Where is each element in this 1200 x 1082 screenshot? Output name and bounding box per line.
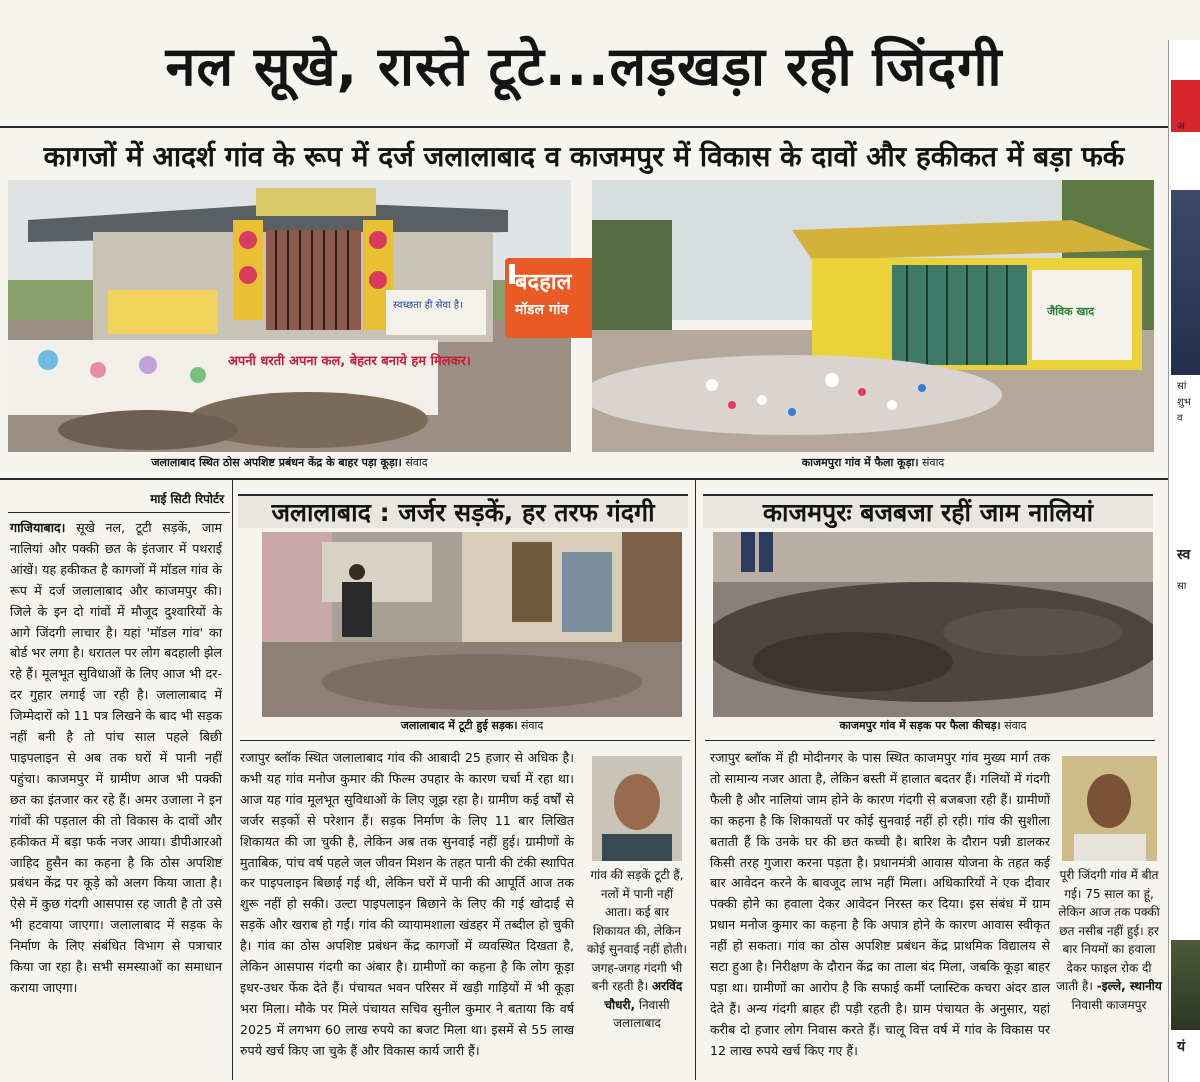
- quote-jalalabad-text: गांव की सड़कें टूटी हैं, नलों में पानी नहीं आता। कई बार शिकायत की, लेकिन कोई सुनवाई नहीं होती। जगह-जगह गंदगी भी बनी रहती है।: [586, 868, 688, 993]
- adjacent-image-2: [1171, 940, 1200, 1030]
- adjacent-frag-6: सा: [1177, 581, 1187, 592]
- quote-kazampur-name: -इल्ले, स्थानीय: [1096, 979, 1162, 993]
- left-column-body: सूखे नल, टूटी सड़कें, जाम नालियां और पक्की छत के इंतजार में पथराई आंखें। यह हकीकत है कागजों में मॉडल गांव के रूप में दर्ज जलालाबाद और काजमपुर की। जिले के इन दो गांवों में मौजूद दुश्वारियों के आगे जिंदगी लाचार है। यहां 'मॉडल गांव' का बोर्ड भर लगा है। धरातल पर लोग बदहाली झेल रहे हैं। मूलभूत सुविधाओं के लिए आज भी दर-दर गुहार लगाई जा रही है। जलालाबाद में जिम्मेदारों को 11 पत्र लिखने के बाद भी सड़क नहीं बनी है तो पांच साल पहले बिछी पाइपलाइन से अब तक घरों में पानी नहीं पहुंचा। काजमपुर में ग्रामीण आज भी पक्की छत का इंतजार कर रहे हैं। अमर उजाला ने इन गांवों की पड़ताल की तो विकास के दावों और हकीकत में बड़ा फर्क नजर आया। डीपीआरओ जाहिद हुसैन का कहना है कि ठोस अपशिष्ट प्रबंधन केंद्र पर कूड़े को अलग किया जाता है। ऐसे में कुछ गंदगी आसपास रह जाती है तो उसे भी हटवाया जाएगा। जलालाबाद में सड़क के निर्माण के लिए संबंधित विभाग से पत्राचार किया जा रहा है। सभी समस्याओं का समाधान कराया जाएगा।: [10, 520, 222, 995]
- byline-rule: [8, 512, 230, 513]
- kazampur-rule: [705, 740, 1155, 741]
- caption-kazampur-credit: संवाद: [1004, 719, 1027, 732]
- portrait-arvind-chaudhary: [592, 756, 682, 861]
- adjacent-frag-1: अ: [1177, 121, 1185, 132]
- kazampur-story: रजापुर ब्लॉक में ही मोदीनगर के पास स्थित काजमपुर गांव मुख्य मार्ग तक तो सामान्य नजर आता है, लेकिन बस्ती में हालात बदतर हैं। गलियों में गंदगी फैली है और नालियां जाम होने के कारण गंदगी से बजबजा रही हैं। ग्रामीणों का कहना है कि शिकायतों पर कोई सुनवाई नहीं हो रही। गांव की सुशीला बताती हैं कि उनके घर की छत कच्ची है। बारिश के दौरान पन्नी डालकर किसी तरह गुजारा करना पड़ता है। प्रधानमंत्री आवास योजना के तहत कई बार आवेदन करने के बावजूद लाभ नहीं मिला। अधिकारियों ने एक दीवार पक्की होने का हवाला देकर आवेदन निरस्त कर दिया। इस संबंध में ग्राम प्रधान मनोज कुमार का कहना है कि अपात्र होने के कारण आवास स्वीकृत नहीं हो सकता। गांव का ठोस अपशिष्ट प्रबंधन केंद्र प्राथमिक विद्यालय से सटा हुआ है। निरीक्षण के दौरान केंद्र का ताला बंद मिला, जबकि कूड़ा बाहर पड़ा था। ग्रामीणों का आरोप है कि सफाई कर्मी प्लास्टिक कचरा अंदर डाल देते हैं। अन्य गंदगी बाहर ही पड़ी रहती है। ग्राम पंचायत के अनुसार, यहां करीब दो हजार लोग निवास करते हैं। चालू वित्त वर्ष में गांव के विकास पर 12 लाख रुपये खर्च किए गए हैं।: [710, 750, 1050, 1058]
- subhead-kazampur: काजमपुरः बजबजा रहीं जाम नालियां: [703, 494, 1153, 528]
- byline: माई सिटी रिपोर्टर: [150, 492, 224, 506]
- caption-photo1: [8, 455, 571, 470]
- adjacent-red-block: [1171, 80, 1200, 132]
- photo-jalalabad-road: [262, 532, 682, 717]
- deck: कागजों में आदर्श गांव के रूप में दर्ज जलालाबाद व काजमपुर में विकास के दावों और हकीकत में बड़ा फर्क: [43, 140, 1125, 173]
- adjacent-frag-5: स्व: [1177, 547, 1191, 563]
- elderly-person-portrait-icon: [1062, 756, 1157, 861]
- caption-jalalabad-text: जलालाबाद में टूटी हुई सड़क।: [400, 719, 518, 732]
- quote-kazampur: [1055, 866, 1163, 1014]
- jalalabad-story: रजापुर ब्लॉक स्थित जलालाबाद गांव की आबादी 25 हजार से अधिक है। कभी यह गांव मनोज कुमार की फिल्म उपहार के कारण चर्चा में रहा था। आज यह गांव मूलभूत सुविधाओं के लिए जूझ रहा है। ग्रामीण कई वर्षों से जर्जर सड़कों से परेशान हैं। सड़क निर्माण के लिए 11 बार लिखित शिकायत की जा चुकी है, लेकिन अब तक सुनवाई नहीं हुई। ग्रामीणों के मुताबिक, पांच वर्ष पहले जल जीवन मिशन के तहत पानी की टंकी स्थापित कर पाइपलाइन बिछाई गई थी, लेकिन घरों में पानी की आपूर्ति आज तक शुरू नहीं हो सकी। उल्टा पाइपलाइन बिछाने के लिए की गई खोदाई से सड़कें और खराब हो गईं। गांव की व्यायामशाला खंडहर में तब्दील हो चुकी है। गांव का ठोस अपशिष्ट प्रबंधन केंद्र कागजों में व्यवस्थित दिखता है, लेकिन आसपास गंदगी का अंबार है। ग्रामीणों का कहना है कि लोग कूड़ा इधर-उधर फेंक देते हैं। पंचायत भवन परिसर में खड़ी गाड़ियों में भी कूड़ा भरा मिला। मौके पर मिले पंचायत सचिव सुनील कुमार ने बताया कि वर्ष 2025 में लगभग 60 लाख रुपये का बजट मिला था। इसमें से 55 लाख रुपये खर्च किए जा चुके हैं और विकास कार्य जारी हैं।: [240, 750, 574, 1058]
- adjacent-image: [1171, 190, 1200, 375]
- adjacent-column-fragment: [1168, 40, 1200, 1082]
- adjacent-frag-7: यं: [1177, 1039, 1186, 1055]
- quote-jalalabad-role: निवासी जलालाबाद: [613, 997, 670, 1030]
- photo1-sign-slogan: स्वच्छता ही सेवा है।: [393, 300, 463, 311]
- photo-jalalabad-waste-center: [8, 180, 571, 452]
- photo1-wall-slogan: अपनी धरती अपना कल, बेहतर बनाये हम मिलकर।: [228, 354, 471, 369]
- adjacent-frag-4: व: [1177, 413, 1183, 424]
- photo-kazampur-mud: [713, 532, 1153, 717]
- caption-kazampur: [713, 718, 1153, 733]
- muddy-road-illustration: [713, 532, 1153, 717]
- quote-kazampur-role: निवासी काजमपुर: [1071, 997, 1147, 1012]
- headline: नल सूखे, रास्ते टूटे...लड़खड़ा रही जिंदगी: [165, 35, 1003, 98]
- badge-line2: मॉडल गांव: [515, 302, 569, 318]
- subhead-jalalabad: जलालाबाद : जर्जर सड़कें, हर तरफ गंदगी: [238, 494, 688, 528]
- badge-tab-mark: [509, 264, 515, 284]
- caption-jalalabad-credit: संवाद: [521, 719, 544, 732]
- badge-line1: बदहाल: [515, 270, 572, 295]
- caption-photo1-credit: संवाद: [405, 456, 428, 469]
- person-portrait-icon: [592, 756, 682, 861]
- column-divider-2: [695, 480, 696, 1080]
- caption-photo2: [592, 455, 1154, 470]
- quote-jalalabad-name: अरविंद चौधरी,: [604, 979, 683, 1012]
- adjacent-frag-3: शुभ: [1177, 397, 1191, 408]
- caption-photo2-text: काजमपुरा गांव में फैला कूड़ा।: [801, 456, 919, 469]
- photo2-sign-text: जैविक खाद: [1047, 305, 1095, 318]
- caption-jalalabad: [262, 718, 682, 733]
- photo-kazampur-garbage: [592, 180, 1154, 452]
- quote-kazampur-text: पूरी जिंदगी गांव में बीत गई। 75 साल का हूं, लेकिन आज तक पक्की छत नसीब नहीं हुई। हर बार नियमों का हवाला देकर फाइल रोक दी जाती है।: [1056, 868, 1160, 993]
- kazampur-garbage-illustration: [592, 180, 1154, 452]
- dateline: गाजियाबाद।: [10, 520, 66, 535]
- quote-jalalabad: [586, 866, 688, 1033]
- caption-photo1-text: जलालाबाद स्थित ठोस अपशिष्ट प्रबंधन केंद्र के बाहर पड़ा कूड़ा।: [151, 456, 402, 469]
- adjacent-frag-2: सां: [1177, 381, 1187, 392]
- top-fragment: [6, 0, 1168, 20]
- column-divider-1: [232, 480, 233, 1080]
- jalalabad-rule: [240, 740, 690, 741]
- left-column-story: [10, 518, 222, 1058]
- headline-rule: [0, 126, 1168, 128]
- waste-center-illustration: [8, 180, 571, 452]
- caption-photo2-credit: संवाद: [922, 456, 945, 469]
- broken-road-illustration: [262, 532, 682, 717]
- section-rule: [0, 478, 1168, 480]
- caption-kazampur-text: काजमपुर गांव में सड़क पर फैला कीचड़।: [839, 719, 1001, 732]
- portrait-ille: [1062, 756, 1157, 861]
